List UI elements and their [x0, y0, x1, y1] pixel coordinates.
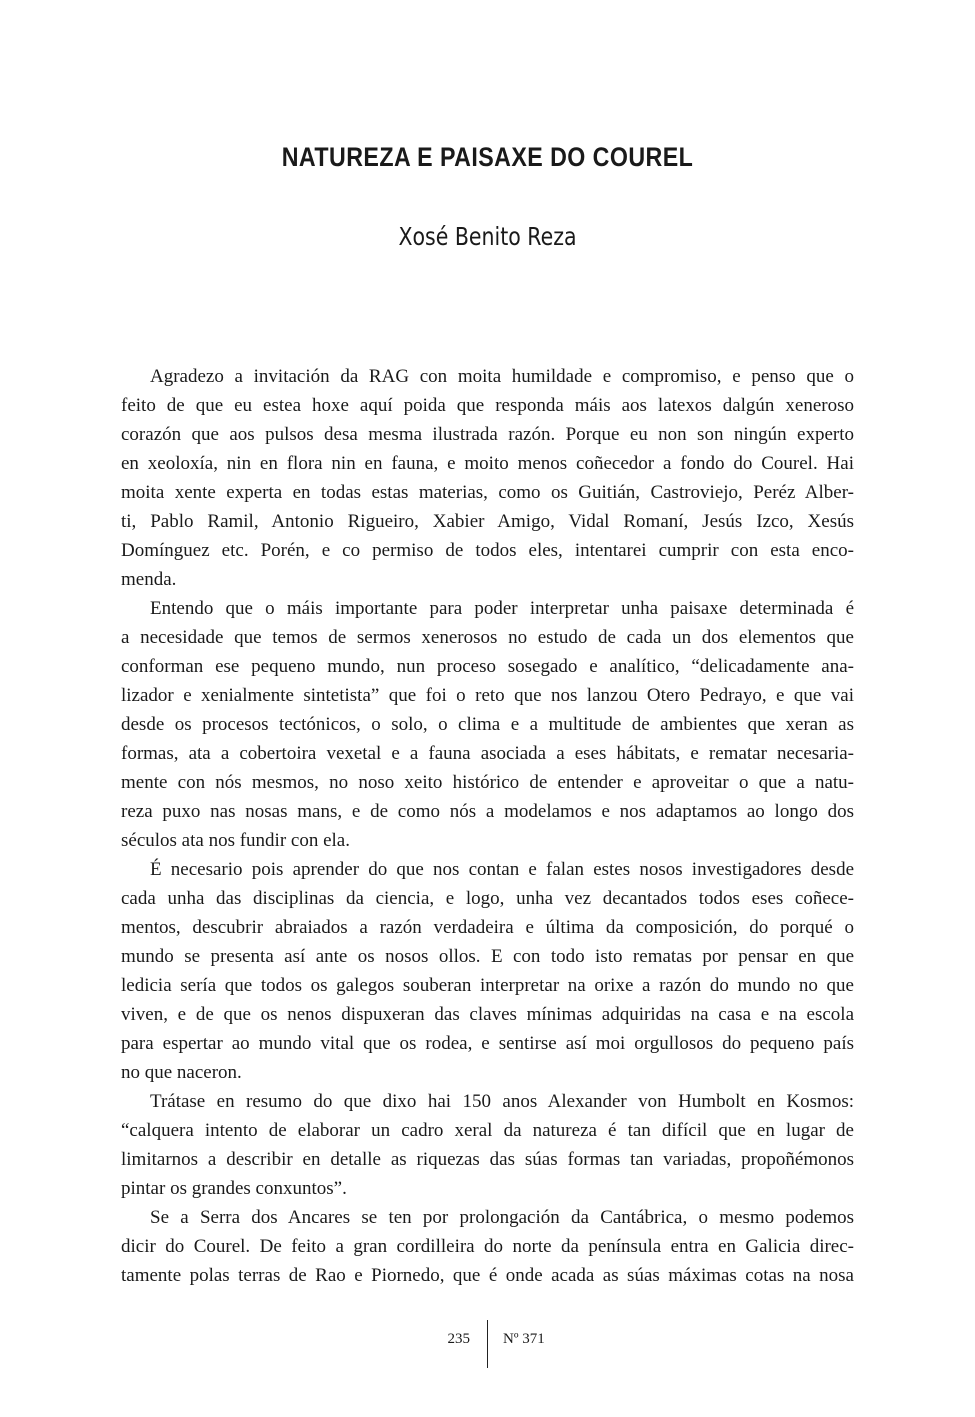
footer-divider — [487, 1320, 488, 1368]
text-line: corazón que aos pulsos desa mesma ilustrada razón. Porque eu non son ningún experto — [121, 424, 854, 445]
issue-number: Nº 371 — [503, 1331, 545, 1347]
text-line: Agradezo a invitación da RAG con moita humildade e compromiso, e penso que o — [150, 366, 854, 387]
text-line: mundo se presenta así ante os nosos ollos. E con todo isto rematas por pensar en que — [121, 946, 854, 967]
text-line: a necesidade que temos de sermos xenerosos no estudo de cada un dos elementos que — [121, 627, 854, 648]
paragraph — [121, 855, 854, 1087]
text-line: ledicia sería que todos os galegos souberan interpretar na orixe a razón do mundo no que — [121, 975, 854, 996]
text-line: dicir do Courel. De feito a gran cordilleira do norte da península entra en Galicia direc- — [121, 1236, 854, 1257]
text-line: É necesario pois aprender do que nos contan e falan estes nosos investigadores desde — [150, 859, 854, 880]
text-line: viven, e de que os nenos dispuxeran das claves mínimas adquiridas na casa e na escola — [121, 1004, 854, 1025]
text-line: en xeoloxía, nin en flora nin en fauna, e moito menos coñecedor a fondo do Courel. Hai — [121, 453, 854, 474]
text-line: menda. — [121, 569, 177, 590]
text-line: para espertar ao mundo vital que os rodea, e sentirse así moi orgullosos do pequeno país — [121, 1033, 854, 1054]
text-line: Domínguez etc. Porén, e co permiso de todos eles, intentarei cumprir con esta enco- — [121, 540, 854, 561]
paragraph — [121, 1203, 854, 1290]
text-line: Trátase en resumo do que dixo hai 150 anos Alexander von Humbolt en Kosmos: — [150, 1091, 854, 1112]
page-number: 235 — [447, 1331, 470, 1347]
text-line: cada unha das disciplinas da ciencia, e logo, unha vez decantados todos eses coñece- — [121, 888, 854, 909]
text-line: reza puxo nas nosas mans, e de como nós a modelamos e nos adaptamos ao longo dos — [121, 801, 854, 822]
text-line: mentos, descubrir abraiados a razón verdadeira e última da composición, do porqué o — [121, 917, 854, 938]
text-line: conforman ese pequeno mundo, nun proceso sosegado e analítico, “delicadamente ana- — [121, 656, 854, 677]
text-line: “calquera intento de elaborar un cadro xeral da natureza é tan difícil que en lugar de — [121, 1120, 854, 1141]
text-line: mente con nós mesmos, no noso xeito histórico de entender e aproveitar o que a natu- — [121, 772, 854, 793]
paragraph — [121, 1087, 854, 1203]
article-title: NATUREZA E PAISAXE DO COUREL — [281, 142, 694, 172]
text-line: limitarnos a describir en detalle as riquezas das súas formas tan variadas, propoñémonos — [121, 1149, 854, 1170]
article-author: Xosé Benito Reza — [398, 222, 577, 251]
text-line: séculos ata nos fundir con ela. — [121, 830, 350, 851]
paragraph — [121, 594, 854, 855]
text-line: pintar os grandes conxuntos”. — [121, 1178, 347, 1199]
text-line: feito de que eu estea hoxe aquí poida que responda máis aos latexos dalgún xeneroso — [121, 395, 854, 416]
text-line: desde os procesos tectónicos, o solo, o clima e a multitude de ambientes que xeran as — [121, 714, 854, 735]
text-line: moita xente experta en todas estas materias, como os Guitián, Castroviejo, Peréz Alber- — [121, 482, 854, 503]
text-line: ti, Pablo Ramil, Antonio Rigueiro, Xabier Amigo, Vidal Romaní, Jesús Izco, Xesús — [121, 511, 854, 532]
text-line: tamente polas terras de Rao e Piornedo, que é onde acada as súas máximas cotas na nosa — [121, 1265, 854, 1286]
text-line: lizador e xenialmente sintetista” que foi o reto que nos lanzou Otero Pedrayo, e que vai — [121, 685, 854, 706]
text-line: Se a Serra dos Ancares se ten por prolongación da Cantábrica, o mesmo podemos — [150, 1207, 854, 1228]
article-body — [121, 362, 854, 1290]
text-line: formas, ata a cobertoira vexetal e a fauna asociada a eses hábitats, e rematar necesaria- — [121, 743, 854, 764]
paragraph — [121, 362, 854, 594]
text-line: Entendo que o máis importante para poder interpretar unha paisaxe determinada é — [150, 598, 854, 619]
text-line: no que naceron. — [121, 1062, 242, 1083]
